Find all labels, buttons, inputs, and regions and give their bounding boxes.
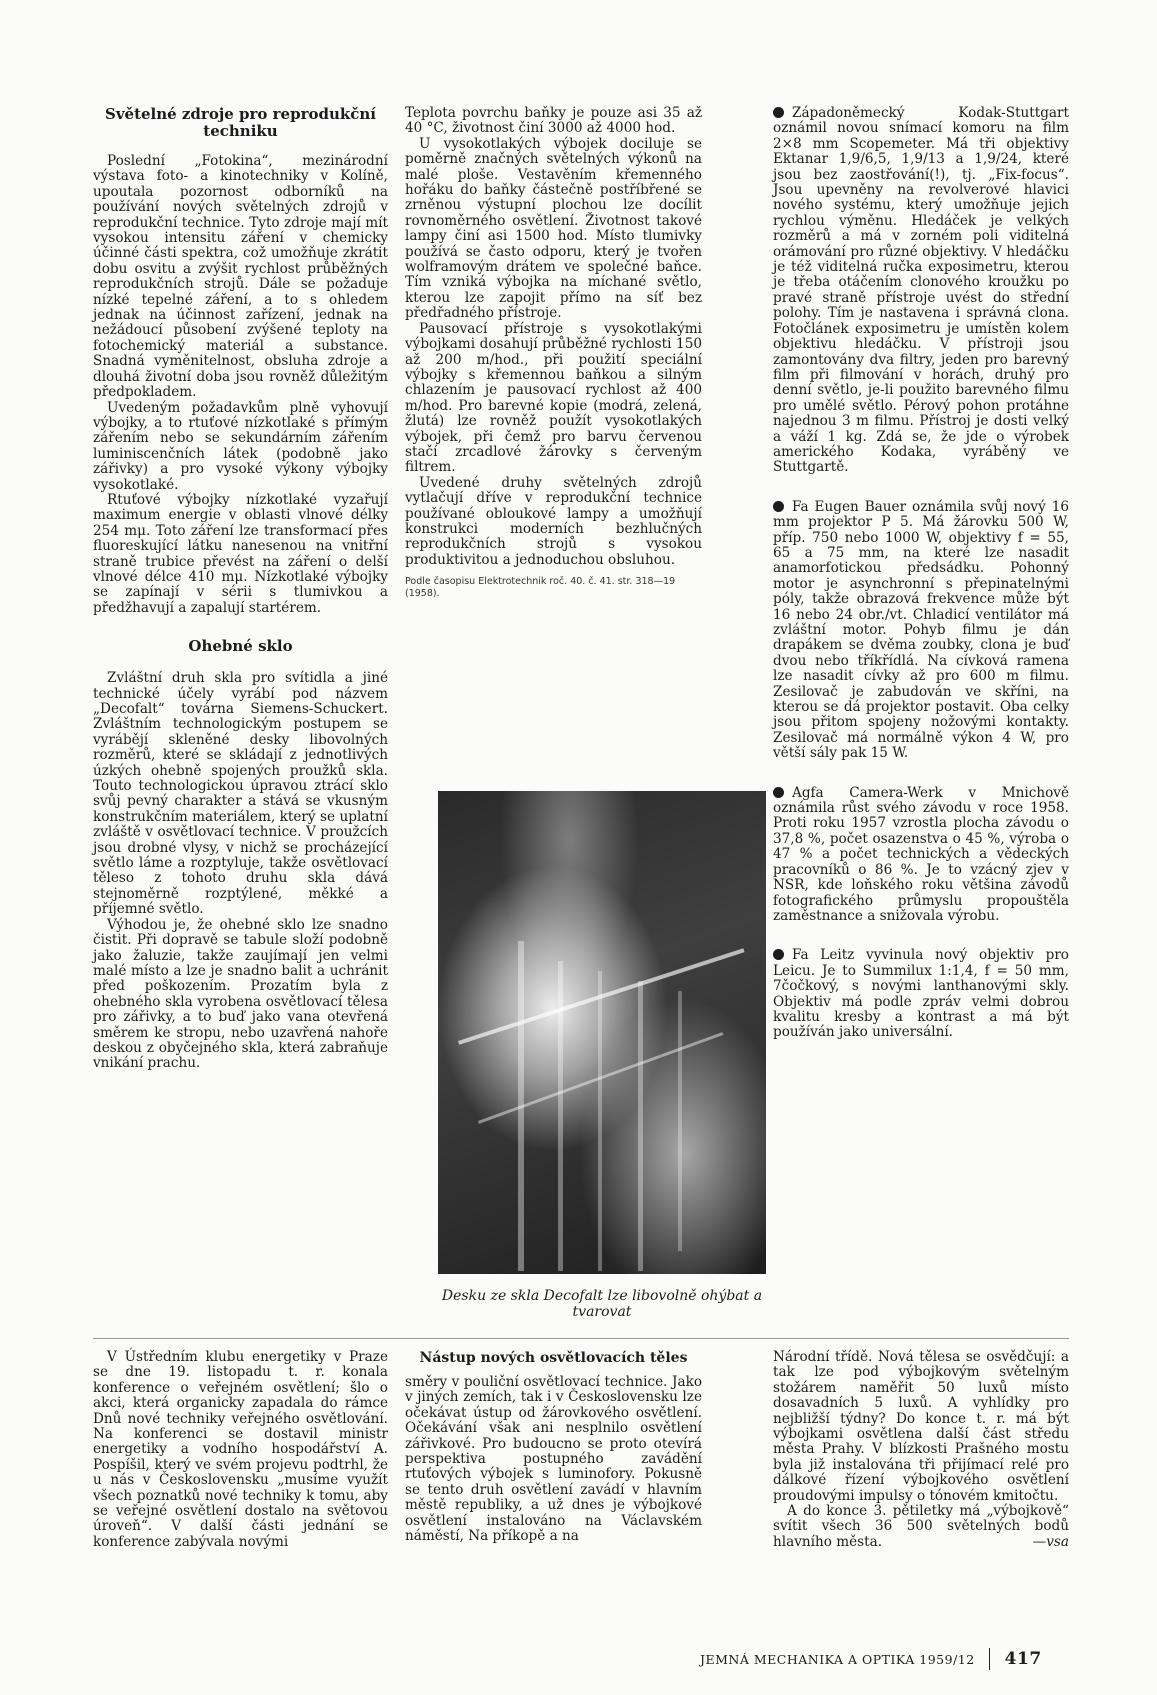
paragraph: Uvedeným požadavkům plně vyhovují výbojky, a to rtuťové nízkotlaké s přímým zářením nebo se sekundárním zářením luminiscenčních látek (podobně jako zářivky) a pro vysoké výkony výbojky vysokotlaké.	[93, 399, 388, 493]
bottom-column-2	[405, 1350, 702, 1544]
bullet-icon	[773, 949, 784, 960]
bottom-column-3	[773, 1350, 1069, 1550]
paragraph: U vysokotlakých výbojek dociluje se poměrně značných světelných výkonů na malé ploše. Vestavěním křemenného hořáku do baňky částečně postříbřené se zrněnou výstupní plochou lze docílit rovnoměrného osvětlení. Životnost takové lampy činí asi 1500 hod. Místo tlumivky používá se často odporu, který je tvořen wolframovým drátem ve společné baňce. Tím vzniká výbojka na míchané světlo, kterou lze zapojit přímo na síť bez předřadného přístroje.	[405, 135, 702, 322]
news-item-agfa: Agfa Camera-Werk v Mnichově oznámila růst svého závodu v roce 1958. Proti roku 1957 vzrostla plocha závodu o 37,8 %, počet osazenstva o 45 %, výroba o 47 % a počet technických a vědeckých pracovníků o 86 %. Je to vzácný zjev v NSR, kde loňského roku většina závodů fotografického průmyslu propouštěla zaměstnance a snižovala výrobu.	[773, 784, 1069, 924]
article-title-svetelne-zdroje: Světelné zdroje pro reprodukční techniku	[104, 105, 377, 140]
article-title-ohebne-sklo: Ohebné sklo	[188, 637, 293, 656]
bullet-icon	[773, 107, 784, 118]
column-2	[405, 106, 702, 600]
news-item-leitz: Fa Leitz vyvinula nový objektiv pro Leicu. Je to Summilux 1:1,4, f = 50 mm, 7čočkový, s novými lanthanovými skly. Objektiv má podle zpráv velmi dobrou kvalitu kresby a kontrast a má být používán jako universální.	[773, 947, 1069, 1041]
paragraph: Pausovací přístroje s vysokotlakými výbojkami dosahují průběžné rychlosti 150 až 200 m/hod., při použití speciální výbojky s křemennou baňkou a silným chlazením je pausovací rychlost až 400 m/hod. Pro barevné kopie (modrá, zelená, žlutá) lze rovněž použít vysokotlakých výbojek, při čemž pro barvu červenou stačí zrcadlové žárovky s červeným filtrem.	[405, 320, 702, 476]
page-number: 417	[1004, 1649, 1042, 1669]
bottom-column-1	[93, 1350, 388, 1550]
paragraph: Národní třídě. Nová tělesa se osvědčují: a tak lze pod výbojkovým světelným stožárem naměřit 50 luxů místo dosavadních 5 luxů. A vyhlídky pro nejbližší týdny? Do konce t. r. má být výbojkami osvětlena další část středu města Prahy. V blízkosti Prašného mostu byla již instalována tři přijímací relé pro dálkové řízení výbojkového osvětlení proudovými impulsy o tónovém kmitočtu.	[773, 1349, 1069, 1504]
paragraph: Poslední „Fotokina“, mezinárodní výstava foto- a kinotechniky v Kolíně, upoutala pozornost odborníků na používání nových světelných zdrojů v reprodukční technice. Tyto zdroje mají mít vysokou intensitu záření v chemicky účinné části spektra, což umožňuje zkrátit dobu osvitu a zvýšit rychlost průběžných reprodukčních strojů. Dále se požaduje nízké tepelné záření, a to s ohledem jednak na účinnost zařízení, jednak na nežádoucí působení zvýšené teploty na fotochemický materiál a substance. Snadná vyměnitelnost, obsluha zdroje a dlouhá životní doba jsou rovněž důležitým předpokladem.	[93, 153, 388, 401]
source-note: Podle časopisu Elektrotechnik roč. 40. č. 41. str. 318—19 (1958).	[405, 576, 676, 600]
paragraph: Zvláštní druh skla pro svítidla a jiné technické účely vyrábí pod názvem „Decofalt“ továrna Siemens-Schuckert. Zvláštním technologickým postupem se vyrábějí skleněné desky libovolných rozměrů, které se skládají z jednotlivých úzkých ohebně spojených proužků skla. Touto technologickou úpravou ztrácí sklo svůj pevný charakter a stává se vkusným konstrukčním materiálem, který se uplatní zvláště v osvětlovací technice. V proužcích jsou drobné vlysy, v nichž se procházející světlo láme a rozptyluje, takže osvětlovací těleso z tohoto druhu skla dává stejnoměrně rozptýlené, měkké a příjemné světlo.	[93, 670, 388, 918]
paragraph: Výhodou je, že ohebné sklo lze snadno čistit. Při dopravě se tabule složí podobně jako žaluzie, takže zaujímají jen velmi malé místo a lze je snadno balit a uchránit před poškozením. Prozatím byla z ohebného skla vyrobena osvětlovací tělesa pro zářivky, a to buď jako vana otevřená směrem ke stropu, nebo uzavřená nahoře deskou z obyčejného skla, která zabraňuje vnikání prachu.	[93, 916, 388, 1072]
paragraph: A do konce 3. pětiletky má „výbojkově“ svítit všech 36 500 světelných bodů hlavního města. —vsa	[773, 1503, 1069, 1550]
bullet-icon	[773, 501, 784, 512]
author-signature: —vsa	[1032, 1533, 1069, 1550]
column-1	[93, 106, 388, 1072]
section-divider	[93, 1338, 1069, 1339]
news-item-kodak: Západoněmecký Kodak-Stuttgart oznámil novou snímací komoru na film 2×8 mm Scopemeter. Má tři objektivy Ektanar 1,9/6,5, 1,9/13 a 1,9/24, které jsou bez zaostřování(!), tj. „Fix-focus“. Jsou upevněny na revolverové hlavici nového systému, který umožňuje jejich rychlou výměnu. Hledáček je velkých rozměrů a má v zorném poli viditelná orámování pro různé objektivy. V hledáčku je též viditelná ručka exposimetru, kterou je třeba otáčením clonového kroužku po pravé straně přístroje uvést do střední polohy. Tím je nastavena i správná clona. Fotočlánek exposimetru je umístěn kolem objektivu hledáčku. V přístroji jsou zamontovány dva filtry, jeden pro barevný film při filmování v horách, druhý pro denní světlo, je-li použito barevného filmu pro umělé světlo. Pérový pohon protáhne najednou 3 m filmu. Přístroj je dosti velký a váží 1 kg. Zdá se, že jde o výrobek amerického Kodaka, vyráběný ve Stuttgartě.	[773, 105, 1069, 476]
paragraph: Teplota povrchu baňky je pouze asi 35 až 40 °C, životnost činí 3000 až 4000 hod.	[405, 105, 702, 137]
paragraph: V Ústředním klubu energetiky v Praze se dne 19. listopadu t. r. konala konference o veřejném osvětlení; šlo o akci, která organicky zapadala do rámce Dnů nové techniky veřejného osvětlování. Na konferenci se dostavil ministr energetiky a vodního hospodářství A. Pospíšil, který ve svém projevu podtrhl, že u nás v Československu „musíme využít všech poznatků nové techniky k tomu, aby se veřejné osvětlení dostalo na světovou úroveň“. V další části jednání se konference zabývala novými	[93, 1349, 388, 1550]
footer-divider	[989, 1648, 990, 1670]
paragraph: Uvedené druhy světelných zdrojů vytlačují dříve v reprodukční technice používané obloukové lampy a umožňují konstrukci moderních bezhlučných reprodukčních strojů s vysokou produktivitou a jednoduchou obsluhou.	[405, 474, 702, 568]
column-3	[773, 106, 1069, 1041]
photo-caption: Desku ze skla Decofalt lze libovolně ohýbat a tvarovat	[441, 1288, 763, 1320]
decofalt-glass-photo	[438, 791, 766, 1274]
article-title-nastup: Nástup nových osvětlovacích těles	[419, 1350, 688, 1366]
paragraph: Rtuťové výbojky nízkotlaké vyzařují maximum energie v oblasti vlnové délky 254 mμ. Toto záření lze transformací přes fluoreskující látku nanesenou na vnitřní straně trubice převést na záření o delší vlnové délce 410 mμ. Nízkotlaké výbojky se zapínají v sérii s tlumivkou a předžhavují a zapalují startérem.	[93, 491, 388, 616]
journal-name: JEMNÁ MECHANIKA A OPTIKA 1959/12	[700, 1652, 975, 1667]
bullet-icon	[773, 787, 784, 798]
page-footer	[700, 1648, 1120, 1672]
paragraph: směry v pouliční osvětlovací technice. Jako v jiných zemích, tak i v Československu lze očekávat ústup od žárovkového osvětlení. Očekávání však ani nesplnilo osvětlení zářivkové. Pro budoucno se proto otevírá perspektiva postupného zavádění rtuťových výbojek s luminofory. Pokusně se tento druh osvětlení zavádí v hlavním městě republiky, a už dnes je výbojkové osvětlení instalováno na Václavském náměstí, Na příkopě a na	[405, 1374, 702, 1545]
news-item-bauer: Fa Eugen Bauer oznámila svůj nový 16 mm projektor P 5. Má žárovku 500 W, příp. 750 nebo 1000 W, objektivy f = 55, 65 a 75 mm, na které lze nasadit anamorfotickou předsádku. Pohonný motor je asynchronní s přepinatelnými póly, takže obrazová frekvence může být 16 nebo 24 obr./vt. Chladicí ventilátor má zvláštní motor. Pohyb filmu je dán drapákem se dvěma zoubky, clona je buď dvou nebo tříkřídlá. Na cívková ramena lze nasadit cívky až pro 600 m filmu. Zesilovač je zabudován ve skříni, na kterou se dá projektor postavit. Oba celky jsou přitom spojeny nožovými kontakty. Zesilovač má normálně výkon 4 W, pro větší sály pak 15 W.	[773, 498, 1069, 762]
